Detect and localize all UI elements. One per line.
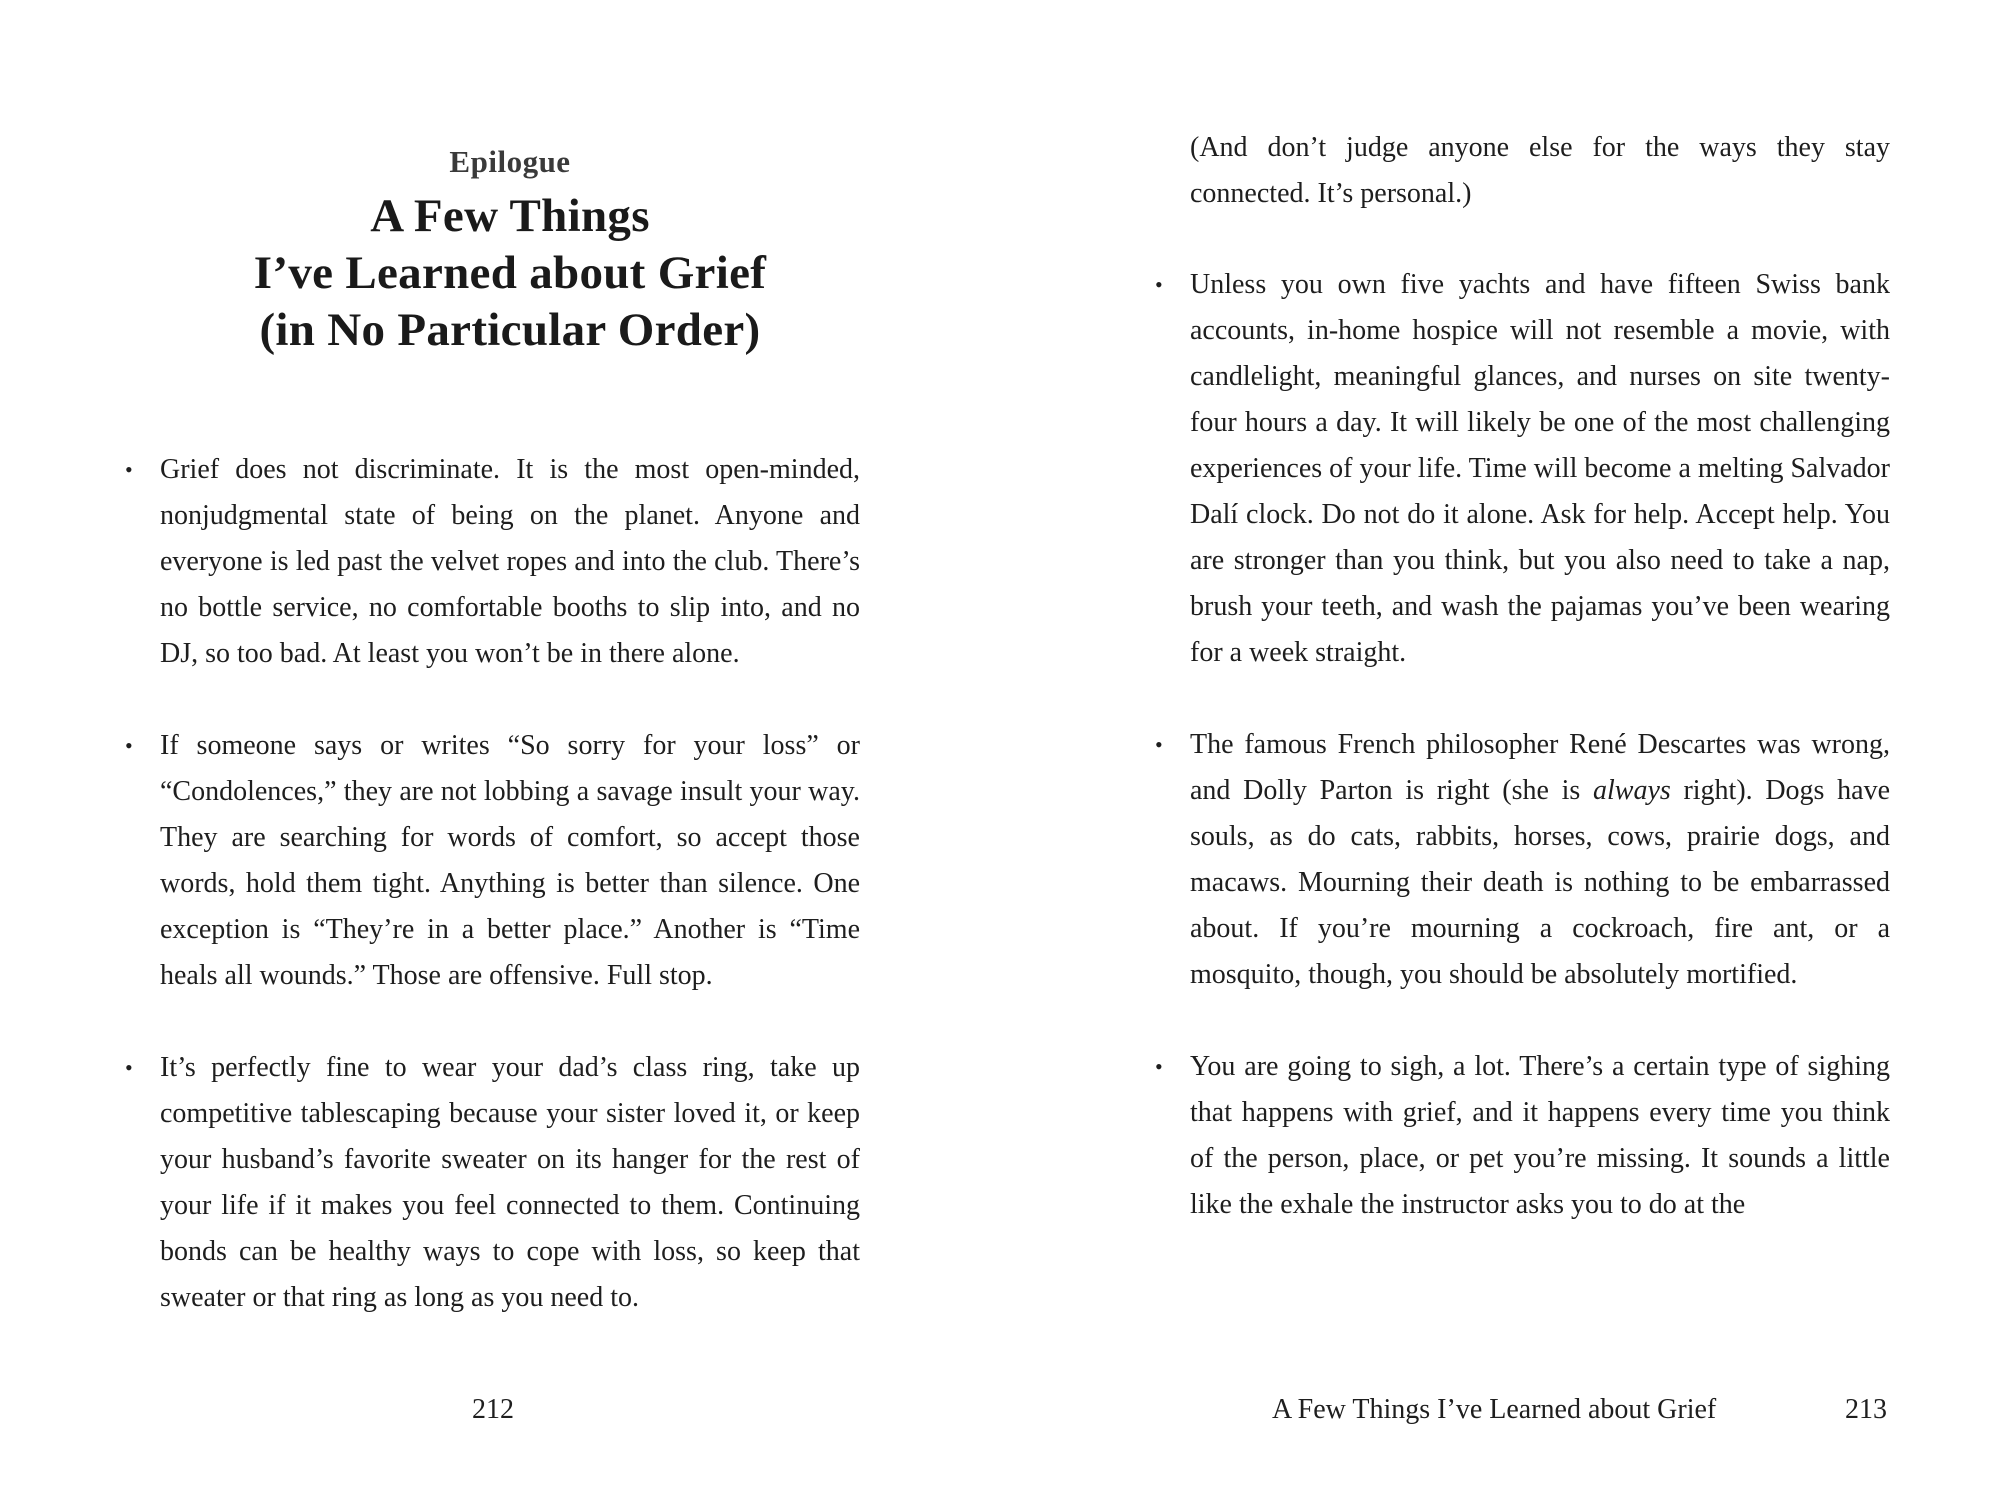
chapter-title: [160, 188, 860, 359]
list-item-text: Grief does not discriminate. It is the most open-minded, nonjudgmental state of being on the planet. Anyone and everyone is led past the velvet ropes and into the club. There’s no bottle service, no comfortable booths to slip into, and no DJ, so too bad. At least you won’t be in there alone.: [160, 454, 860, 669]
list-item-text: If someone says or writes “So sorry for your loss” or “Condolences,” they are not lobbing a savage insult your way. They are searching for words of comfort, so accept those words, hold them tight. Anything is better than silence. One exception is “They’re in a better place.” Another is “Time heals all wounds.” Those are offensive. Full stop.: [160, 730, 860, 991]
page-number: 212: [472, 1394, 514, 1425]
bullet-icon: •: [125, 733, 133, 758]
list-item: [1155, 722, 1890, 998]
continued-paragraph: (And don’t judge anyone else for the ways they stay connected. It’s personal.): [1190, 132, 1890, 209]
chapter-title-line: A Few Things: [370, 190, 650, 242]
list-item: [125, 723, 860, 999]
list-item-text: [1190, 729, 1890, 990]
list-item-text: Unless you own five yachts and have fifteen Swiss bank accounts, in-home hospice will not resemble a movie, with candlelight, meaningful glances, and nurses on site twenty-four hours a day. It will likely be one of the most challenging experiences of your life. Time will become a melting Salvador Dalí clock. Do not do it alone. Ask for help. Accept help. You are stronger than you think, but you also need to take a nap, brush your teeth, and wash the pajamas you’ve been wearing for a week straight.: [1190, 269, 1890, 668]
chapter-heading: [160, 140, 860, 359]
bullet-icon: •: [1155, 732, 1163, 757]
bullet-icon: •: [1155, 272, 1163, 297]
list-item-text: It’s perfectly fine to wear your dad’s class ring, take up competitive tablescaping because your sister loved it, or keep your husband’s favorite sweater on its hanger for the rest of your life if it makes you feel connected to them. Continuing bonds can be healthy ways to cope with loss, so keep that sweater or that ring as long as you need to.: [160, 1052, 860, 1313]
list-item: [125, 1045, 860, 1321]
list-item-text: You are going to sigh, a lot. There’s a certain type of sighing that happens with grief, and it happens every time you think of the person, place, or pet you’re missing. It sounds a little like the exhale the instructor asks you to do at the: [1190, 1051, 1890, 1220]
list-item: [1155, 262, 1890, 676]
page-number: 213: [1845, 1394, 1887, 1425]
bullet-icon: •: [125, 1055, 133, 1080]
bullet-icon: •: [125, 457, 133, 482]
chapter-title-line: (in No Particular Order): [259, 304, 761, 356]
chapter-label: Epilogue: [449, 144, 571, 179]
text-run: right). Dogs have souls, as do cats, rabbits, horses, cows, prairie dogs, and macaws. Mourning their death is nothing to be embarrassed about. If you’re mourning a cockroach, fire ant, or a mosquito, though, you should be absolutely mortified.: [1190, 775, 1890, 990]
list-item: [1155, 1044, 1890, 1228]
list-item: [125, 447, 860, 677]
running-head: A Few Things I’ve Learned about Grief: [1272, 1394, 1717, 1425]
text-run: The famous French philosopher René Descartes was wrong, and Dolly Parton is right (she is: [1190, 729, 1890, 806]
right-page: [1000, 0, 2000, 1500]
chapter-title-line: I’ve Learned about Grief: [253, 247, 767, 299]
left-bullet-list: [125, 447, 860, 1321]
right-bullet-list: [1155, 262, 1890, 1228]
emphasis-text: always: [1592, 775, 1671, 806]
bullet-icon: •: [1155, 1054, 1163, 1079]
